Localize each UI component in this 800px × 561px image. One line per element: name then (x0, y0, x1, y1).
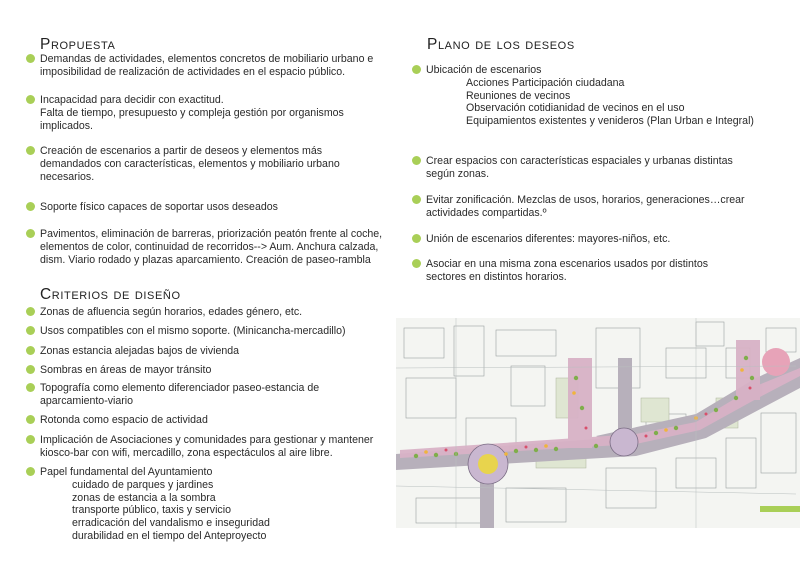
propuesta-item-3: Creación de escenarios a partir de deseos y elementos más demandados con características, elementos y mobiliario urbano necesarios. (40, 145, 340, 183)
bullet-icon (26, 346, 35, 355)
bullet-icon (412, 65, 421, 74)
green-band (760, 506, 800, 512)
bullet-icon (26, 54, 35, 63)
plano-item-2: Crear espacios con características espaciales y urbanas distintas según zonas. (426, 155, 733, 181)
criterios-item-8: Papel fundamental del Ayuntamiento cuidado de parques y jardines zonas de estancia a la sombra transporte público, taxis y servicio erradicación del vandalismo e inseguridad durabilidad en el tiempo del Anteproyecto (40, 466, 270, 543)
bullet-icon (26, 415, 35, 424)
plano-item-5: Asociar en una misma zona escenarios usados por distintos sectores en distintos horarios. (426, 258, 708, 284)
criterios-item-3: Zonas estancia alejadas bajos de vivienda (40, 345, 239, 358)
plano-item-1: Ubicación de escenarios Acciones Participación ciudadana Reuniones de vecinos Observación cotidianidad de vecinos en el uso Equipamientos existentes y venideros (Plan Urban e Integral) (426, 64, 754, 128)
bullet-icon (26, 365, 35, 374)
bullet-icon (26, 326, 35, 335)
propuesta-item-4: Soporte físico capaces de soportar usos deseados (40, 201, 278, 214)
plano-item-4: Unión de escenarios diferentes: mayores-niños, etc. (426, 233, 670, 246)
criterios-item-7: Implicación de Asociaciones y comunidades para gestionar y mantener kiosco-bar con wifi, mercadillo, zona espectáculos al aire libre. (40, 434, 373, 460)
bullet-icon (26, 146, 35, 155)
bullet-icon (26, 383, 35, 392)
bullet-icon (26, 435, 35, 444)
plano-item-3: Evitar zonificación. Mezclas de usos, horarios, generaciones…crear actividades compartidas.º (426, 194, 745, 220)
criterios-heading: Criterios de diseño (40, 286, 181, 303)
bullet-icon (26, 307, 35, 316)
bullet-icon (26, 229, 35, 238)
plan-drawing (396, 318, 800, 528)
bullet-icon (412, 259, 421, 268)
bullet-icon (26, 95, 35, 104)
criterios-item-1: Zonas de afluencia según horarios, edades género, etc. (40, 306, 302, 319)
propuesta-item-5: Pavimentos, eliminación de barreras, priorización peatón frente al coche, elementos de color, continuidad de recorridos--> Aum. Anchura calzada, dism. Viario rodado y plazas aparcamiento. Creación de paseo-rambla (40, 228, 382, 266)
propuesta-heading: Propuesta (40, 36, 116, 53)
bullet-icon (412, 195, 421, 204)
criterios-item-6: Rotonda como espacio de actividad (40, 414, 208, 427)
bullet-icon (26, 467, 35, 476)
bullet-icon (412, 156, 421, 165)
propuesta-item-2: Incapacidad para decidir con exactitud. Falta de tiempo, presupuesto y compleja gestión por organismos implicados. (40, 94, 344, 132)
propuesta-item-1: Demandas de actividades, elementos concretos de mobiliario urbano e imposibilidad de realización de actividades en el espacio público. (40, 53, 373, 79)
urban-plan-map (396, 318, 800, 528)
plano-heading: Plano de los deseos (427, 36, 575, 53)
criterios-item-4: Sombras en áreas de mayor tránsito (40, 364, 211, 377)
bullet-icon (26, 202, 35, 211)
criterios-item-5: Topografía como elemento diferenciador paseo-estancia de aparcamiento-viario (40, 382, 319, 408)
criterios-item-2: Usos compatibles con el mismo soporte. (Minicancha-mercadillo) (40, 325, 346, 338)
bullet-icon (412, 234, 421, 243)
